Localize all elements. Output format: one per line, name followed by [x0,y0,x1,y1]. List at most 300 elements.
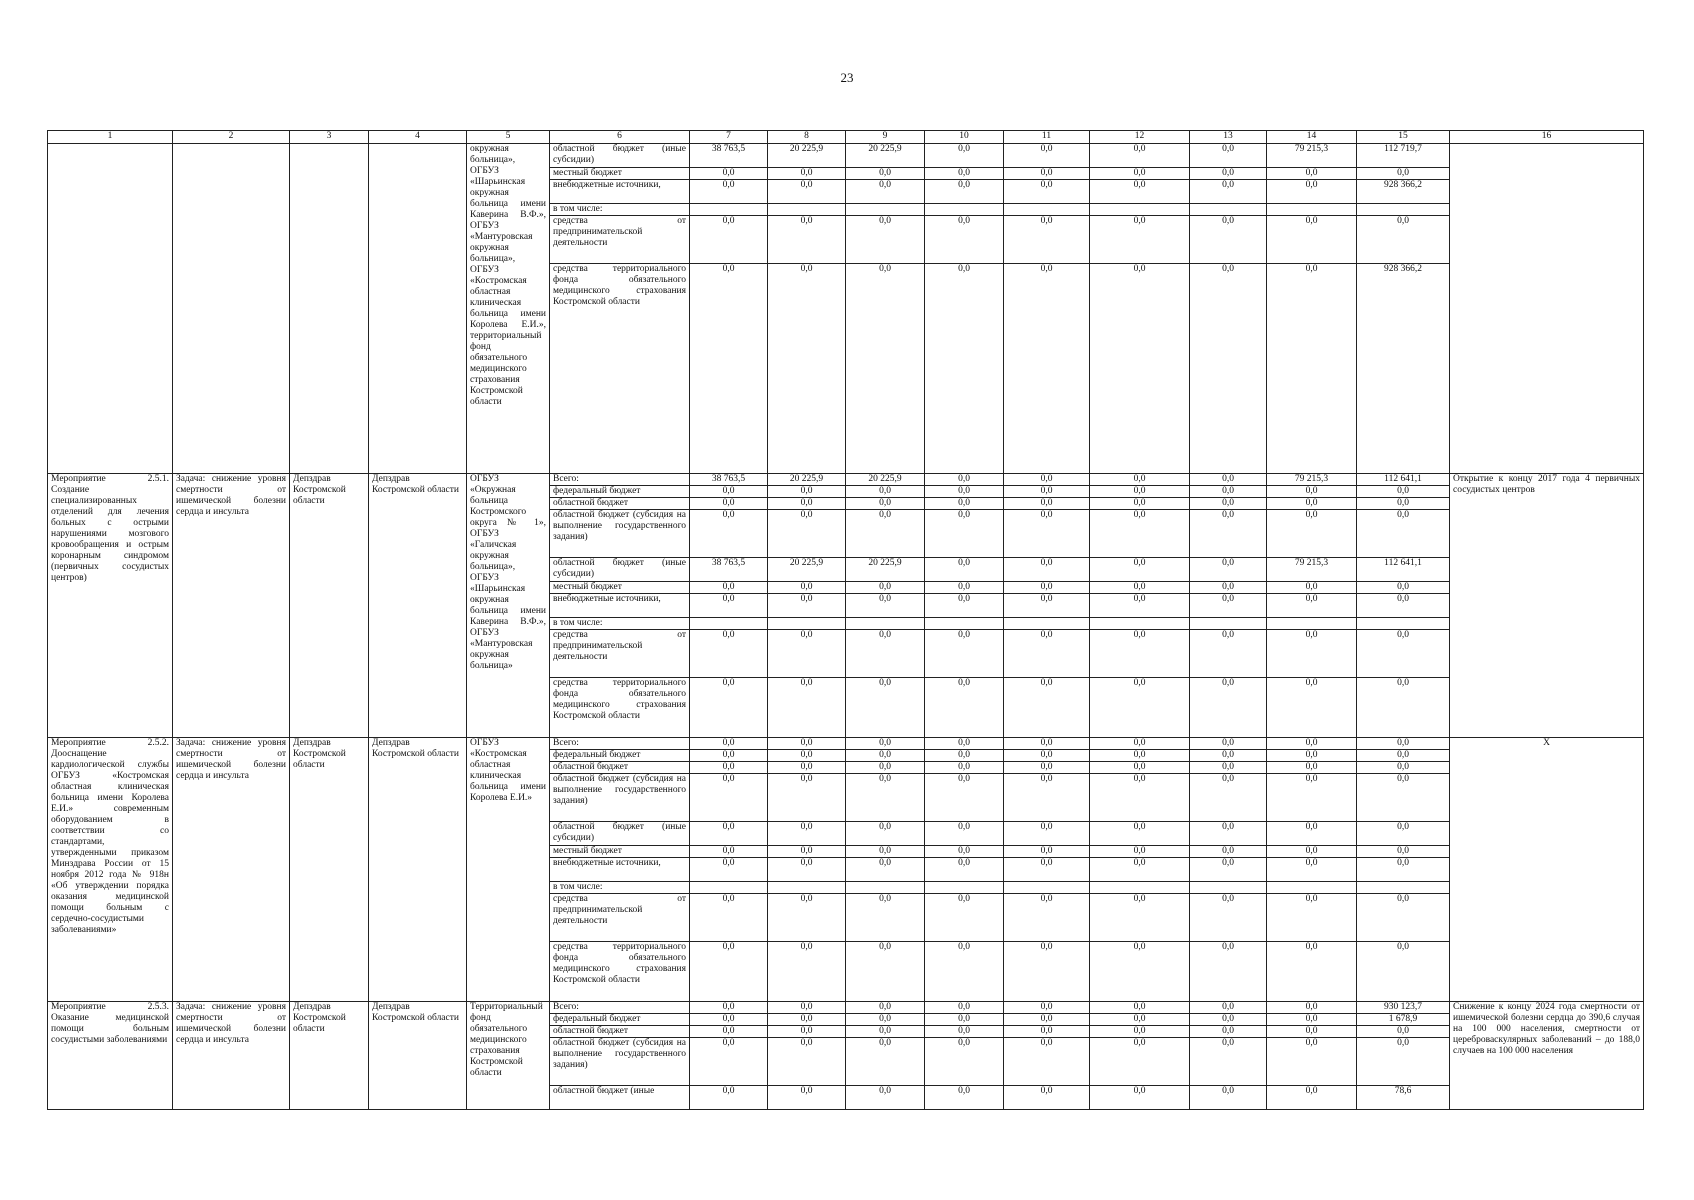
amount-cell: 0,0 [846,168,925,180]
amount-cell: 0,0 [1190,510,1267,558]
amount-cell: 0,0 [1090,750,1190,762]
amount-cell: 0,0 [1267,498,1357,510]
amount-cell: 0,0 [1190,762,1267,774]
amount-cell: 0,0 [1190,822,1267,846]
table-row [48,738,1644,750]
amount-cell: 0,0 [846,510,925,558]
amount-cell: 0,0 [925,582,1004,594]
amount-cell: 0,0 [1357,774,1450,822]
amount-cell: 0,0 [1267,264,1357,474]
column-number-16: 16 [1450,131,1644,144]
expected-result-cell: Открытие к концу 2017 года 4 первичных сосудистых центров [1450,474,1644,738]
amount-cell: 0,0 [1190,846,1267,858]
amount-cell [1357,882,1450,894]
funding-source-label: областной бюджет (субсидия на выполнение государственного задания) [550,774,690,822]
funding-source-label: Всего: [550,1002,690,1014]
amount-cell: 0,0 [1357,486,1450,498]
amount-cell: 0,0 [846,180,925,204]
amount-cell: 0,0 [925,510,1004,558]
table-row [48,474,1644,486]
amount-cell: 0,0 [846,822,925,846]
amount-cell: 0,0 [1267,1002,1357,1014]
expected-result-cell: Х [1450,738,1644,1002]
amount-cell: 0,0 [1267,1038,1357,1086]
amount-cell: 0,0 [768,846,846,858]
amount-cell: 0,0 [1090,1014,1190,1026]
amount-cell: 0,0 [768,738,846,750]
amount-cell: 0,0 [1090,144,1190,168]
executors-cell: ОГБУЗ «Окружная больница Костромского округа № 1», ОГБУЗ «Галичская окружная больница», ОГБУЗ «Шарьинская окружная больница имени Каверина В.Ф.», ОГБУЗ «Мантуровская окружная больница» [467,474,550,738]
amount-cell: 0,0 [1090,594,1190,618]
amount-cell: 20 225,9 [768,474,846,486]
amount-cell: 0,0 [690,678,768,738]
table-body [48,144,1644,1110]
amount-cell: 0,0 [925,822,1004,846]
amount-cell: 0,0 [690,846,768,858]
amount-cell: 0,0 [690,594,768,618]
funding-source-label: в том числе: [550,882,690,894]
amount-cell: 0,0 [1357,846,1450,858]
amount-cell: 0,0 [1267,216,1357,264]
funding-source-label: федеральный бюджет [550,1014,690,1026]
amount-cell: 0,0 [1190,1014,1267,1026]
amount-cell: 38 763,5 [690,144,768,168]
amount-cell: 0,0 [1267,894,1357,942]
amount-cell: 0,0 [1090,762,1190,774]
amount-cell: 0,0 [846,594,925,618]
amount-cell: 0,0 [925,498,1004,510]
funding-source-label: в том числе: [550,618,690,630]
amount-cell: 0,0 [925,738,1004,750]
amount-cell: 0,0 [1004,858,1090,882]
amount-cell [1267,618,1357,630]
amount-cell: 0,0 [690,510,768,558]
amount-cell: 0,0 [1357,498,1450,510]
funding-source-label: Всего: [550,474,690,486]
amount-cell [768,618,846,630]
amount-cell: 0,0 [846,858,925,882]
amount-cell: 112 641,1 [1357,558,1450,582]
amount-cell [768,882,846,894]
amount-cell: 0,0 [1004,1086,1090,1110]
amount-cell: 0,0 [1190,498,1267,510]
funding-source-label: средства от предпринимательской деятельности [550,630,690,678]
amount-cell: 0,0 [1267,594,1357,618]
responsible-cell: Депздрав Костромской области [290,738,369,1002]
amount-cell [925,882,1004,894]
amount-cell: 0,0 [1090,582,1190,594]
amount-cell: 0,0 [925,762,1004,774]
amount-cell: 20 225,9 [846,474,925,486]
amount-cell [1190,204,1267,216]
amount-cell: 0,0 [1267,510,1357,558]
amount-cell: 0,0 [925,168,1004,180]
funding-source-label: областной бюджет (иные [550,1086,690,1110]
funding-source-label: областной бюджет (субсидия на выполнение государственного задания) [550,1038,690,1086]
amount-cell: 0,0 [1004,582,1090,594]
amount-cell: 0,0 [1090,486,1190,498]
amount-cell: 0,0 [1357,594,1450,618]
amount-cell: 0,0 [925,630,1004,678]
amount-cell: 0,0 [690,264,768,474]
amount-cell [1190,882,1267,894]
amount-cell: 0,0 [768,216,846,264]
funding-source-label: средства от предпринимательской деятельности [550,894,690,942]
amount-cell [1090,882,1190,894]
amount-cell [1357,204,1450,216]
amount-cell: 0,0 [1004,678,1090,738]
amount-cell: 0,0 [925,678,1004,738]
amount-cell: 0,0 [925,216,1004,264]
amount-cell: 0,0 [768,168,846,180]
amount-cell: 0,0 [925,474,1004,486]
amount-cell: 0,0 [1190,858,1267,882]
amount-cell: 78,6 [1357,1086,1450,1110]
responsible-cell: Депздрав Костромской области [290,1002,369,1110]
amount-cell: 0,0 [846,582,925,594]
amount-cell: 0,0 [1004,486,1090,498]
amount-cell: 0,0 [768,774,846,822]
amount-cell: 0,0 [1190,774,1267,822]
amount-cell: 0,0 [1190,942,1267,1002]
amount-cell: 0,0 [1090,774,1190,822]
amount-cell: 0,0 [846,1002,925,1014]
column-number-12: 12 [1090,131,1190,144]
column-number-7: 7 [690,131,768,144]
amount-cell: 0,0 [768,762,846,774]
amount-cell: 0,0 [690,180,768,204]
amount-cell: 0,0 [1267,1086,1357,1110]
amount-cell [1267,204,1357,216]
amount-cell: 0,0 [1267,942,1357,1002]
amount-cell: 0,0 [1357,510,1450,558]
amount-cell: 0,0 [690,486,768,498]
amount-cell: 0,0 [925,894,1004,942]
measure-cell: Мероприятие 2.5.2. Дооснащение кардиологической службы ОГБУЗ «Костромская областная клиническая больница имени Королева Е.И.» современным оборудованием в соответствии со стандартами, утвержденными приказом Минздрава России от 15 ноября 2012 года № 918н «Об утверждении порядка оказания медицинской помощи больным с сердечно-сосудистыми заболеваниями» [48,738,173,1002]
amount-cell: 0,0 [925,558,1004,582]
funding-source-label: местный бюджет [550,582,690,594]
amount-cell: 0,0 [1090,1086,1190,1110]
amount-cell: 0,0 [1090,510,1190,558]
amount-cell: 0,0 [925,858,1004,882]
amount-cell: 0,0 [1267,168,1357,180]
funding-source-label: областной бюджет (иные субсидии) [550,558,690,582]
amount-cell: 20 225,9 [768,558,846,582]
amount-cell [1267,882,1357,894]
funding-source-label: областной бюджет (иные субсидии) [550,822,690,846]
amount-cell [1004,618,1090,630]
amount-cell: 0,0 [1357,894,1450,942]
amount-cell: 0,0 [1090,738,1190,750]
amount-cell: 0,0 [1004,846,1090,858]
amount-cell: 0,0 [1190,264,1267,474]
amount-cell: 0,0 [925,486,1004,498]
amount-cell: 0,0 [925,750,1004,762]
amount-cell: 0,0 [846,630,925,678]
amount-cell: 0,0 [1004,144,1090,168]
amount-cell: 0,0 [1004,498,1090,510]
amount-cell: 0,0 [1267,750,1357,762]
amount-cell: 0,0 [768,180,846,204]
amount-cell: 0,0 [1267,1014,1357,1026]
column-number-4: 4 [369,131,467,144]
amount-cell: 0,0 [925,1086,1004,1110]
amount-cell [925,618,1004,630]
amount-cell: 0,0 [1004,630,1090,678]
funding-source-label: внебюджетные источники, [550,180,690,204]
amount-cell: 0,0 [690,894,768,942]
amount-cell: 0,0 [846,486,925,498]
amount-cell: 928 366,2 [1357,264,1450,474]
amount-cell: 0,0 [1357,582,1450,594]
amount-cell: 930 123,7 [1357,1002,1450,1014]
amount-cell: 0,0 [846,762,925,774]
amount-cell: 0,0 [1357,762,1450,774]
amount-cell: 0,0 [1190,594,1267,618]
amount-cell: 0,0 [1004,1014,1090,1026]
amount-cell: 0,0 [1190,1038,1267,1086]
amount-cell: 0,0 [1004,594,1090,618]
amount-cell: 0,0 [1090,180,1190,204]
amount-cell: 0,0 [768,858,846,882]
amount-cell: 0,0 [1357,216,1450,264]
amount-cell: 0,0 [1267,630,1357,678]
amount-cell: 20 225,9 [846,144,925,168]
amount-cell [846,618,925,630]
column-number-5: 5 [467,131,550,144]
amount-cell: 0,0 [768,594,846,618]
amount-cell [690,204,768,216]
amount-cell: 0,0 [846,498,925,510]
amount-cell: 0,0 [1004,168,1090,180]
amount-cell: 0,0 [1004,762,1090,774]
funding-source-label: средства территориального фонда обязательного медицинского страхования Костромской области [550,942,690,1002]
amount-cell: 0,0 [768,630,846,678]
amount-cell: 0,0 [1090,216,1190,264]
amount-cell: 0,0 [1267,582,1357,594]
amount-cell: 0,0 [768,1026,846,1038]
amount-cell: 0,0 [1357,942,1450,1002]
amount-cell: 0,0 [846,750,925,762]
measure-cell: Мероприятие 2.5.1. Создание специализированных отделений для лечения больных с острыми нарушениями мозгового кровообращения и острым коронарным синдромом (первичных сосудистых центров) [48,474,173,738]
amount-cell [690,882,768,894]
amount-cell: 0,0 [1004,510,1090,558]
amount-cell: 0,0 [1267,180,1357,204]
amount-cell: 0,0 [1190,216,1267,264]
amount-cell [690,618,768,630]
amount-cell: 0,0 [1190,558,1267,582]
amount-cell: 0,0 [1090,498,1190,510]
column-number-1: 1 [48,131,173,144]
amount-cell: 0,0 [768,942,846,1002]
amount-cell: 0,0 [846,1086,925,1110]
amount-cell: 0,0 [1357,750,1450,762]
executors-cell: ОГБУЗ «Костромская областная клиническая больница имени Королева Е.И.» [467,738,550,1002]
amount-cell: 0,0 [768,1014,846,1026]
amount-cell: 0,0 [1267,858,1357,882]
amount-cell: 0,0 [1267,738,1357,750]
amount-cell: 0,0 [846,1038,925,1086]
expected-result-cell [1450,144,1644,474]
amount-cell: 0,0 [690,216,768,264]
funding-source-label: областной бюджет (субсидия на выполнение государственного задания) [550,510,690,558]
amount-cell: 0,0 [1004,1026,1090,1038]
amount-cell: 0,0 [1004,1038,1090,1086]
amount-cell: 0,0 [925,264,1004,474]
amount-cell: 0,0 [1190,180,1267,204]
amount-cell: 0,0 [690,858,768,882]
column-number-9: 9 [846,131,925,144]
funding-source-label: средства от предпринимательской деятельности [550,216,690,264]
amount-cell: 0,0 [1004,774,1090,822]
amount-cell: 0,0 [1190,1086,1267,1110]
amount-cell [1090,618,1190,630]
column-number-3: 3 [290,131,369,144]
amount-cell: 0,0 [925,180,1004,204]
amount-cell: 38 763,5 [690,558,768,582]
funding-source-label: областной бюджет (иные субсидии) [550,144,690,168]
table-row [48,1002,1644,1014]
amount-cell: 0,0 [690,822,768,846]
amount-cell: 0,0 [1267,774,1357,822]
amount-cell: 0,0 [1267,822,1357,846]
funding-source-label: областной бюджет [550,762,690,774]
amount-cell: 0,0 [1190,1002,1267,1014]
amount-cell: 0,0 [1190,750,1267,762]
column-number-10: 10 [925,131,1004,144]
amount-cell: 0,0 [1190,678,1267,738]
amount-cell: 1 678,9 [1357,1014,1450,1026]
amount-cell: 0,0 [690,762,768,774]
column-number-8: 8 [768,131,846,144]
amount-cell: 0,0 [690,168,768,180]
funding-source-label: областной бюджет [550,498,690,510]
amount-cell [1004,204,1090,216]
funding-source-label: областной бюджет [550,1026,690,1038]
amount-cell: 0,0 [1004,180,1090,204]
amount-cell: 0,0 [925,1026,1004,1038]
amount-cell: 0,0 [1190,168,1267,180]
amount-cell: 0,0 [846,264,925,474]
funding-source-label: местный бюджет [550,168,690,180]
amount-cell: 0,0 [768,510,846,558]
amount-cell: 112 719,7 [1357,144,1450,168]
column-number-2: 2 [173,131,290,144]
funding-source-label: федеральный бюджет [550,750,690,762]
amount-cell: 0,0 [1090,168,1190,180]
amount-cell: 0,0 [690,630,768,678]
coexecutor-cell: Депздрав Костромской области [369,738,467,1002]
funding-source-label: в том числе: [550,204,690,216]
funding-source-label: Всего: [550,738,690,750]
amount-cell: 0,0 [846,846,925,858]
amount-cell: 0,0 [846,1026,925,1038]
amount-cell: 0,0 [768,1086,846,1110]
amount-cell: 0,0 [1004,474,1090,486]
amount-cell: 0,0 [1090,474,1190,486]
amount-cell: 928 366,2 [1357,180,1450,204]
amount-cell: 0,0 [1190,144,1267,168]
amount-cell: 0,0 [846,1014,925,1026]
amount-cell: 112 641,1 [1357,474,1450,486]
amount-cell: 0,0 [925,846,1004,858]
column-number-14: 14 [1267,131,1357,144]
amount-cell: 0,0 [690,738,768,750]
amount-cell: 0,0 [690,582,768,594]
amount-cell [768,204,846,216]
amount-cell: 0,0 [768,264,846,474]
task-cell [173,144,290,474]
executors-cell: Территориальный фонд обязательного медицинского страхования Костромской области [467,1002,550,1110]
amount-cell: 20 225,9 [768,144,846,168]
amount-cell: 0,0 [768,498,846,510]
coexecutor-cell: Депздрав Костромской области [369,1002,467,1110]
amount-cell: 0,0 [690,774,768,822]
measure-cell [48,144,173,474]
amount-cell: 0,0 [925,1014,1004,1026]
amount-cell: 0,0 [1267,762,1357,774]
task-cell: Задача: снижение уровня смертности от ишемической болезни сердца и инсульта [173,1002,290,1110]
amount-cell [846,204,925,216]
responsible-cell: Депздрав Костромской области [290,474,369,738]
amount-cell [846,882,925,894]
amount-cell: 0,0 [1090,942,1190,1002]
amount-cell: 0,0 [1190,474,1267,486]
amount-cell: 0,0 [768,894,846,942]
funding-source-label: федеральный бюджет [550,486,690,498]
amount-cell: 0,0 [1004,750,1090,762]
amount-cell: 0,0 [1267,1026,1357,1038]
amount-cell: 0,0 [1004,894,1090,942]
amount-cell: 0,0 [1090,1026,1190,1038]
amount-cell: 0,0 [925,774,1004,822]
amount-cell: 0,0 [1357,1038,1450,1086]
amount-cell: 0,0 [846,942,925,1002]
amount-cell: 0,0 [690,1002,768,1014]
amount-cell: 0,0 [1090,822,1190,846]
amount-cell: 0,0 [1357,858,1450,882]
measure-cell: Мероприятие 2.5.3. Оказание медицинской помощи больным сосудистыми заболеваниями [48,1002,173,1110]
amount-cell: 0,0 [1004,264,1090,474]
amount-cell: 0,0 [690,498,768,510]
amount-cell: 0,0 [690,942,768,1002]
column-number-13: 13 [1190,131,1267,144]
amount-cell: 0,0 [846,738,925,750]
amount-cell: 0,0 [1190,738,1267,750]
amount-cell: 0,0 [846,678,925,738]
column-number-row [48,131,1644,144]
amount-cell: 0,0 [768,1038,846,1086]
amount-cell: 0,0 [1090,678,1190,738]
executors-cell: окружная больница», ОГБУЗ «Шарьинская окружная больница имени Каверина В.Ф.», ОГБУЗ «Мантуровская окружная больница», ОГБУЗ «Костромская областная клиническая больница имени Королева Е.И.», территориальный фонд обязательного медицинского страхования Костромской области [467,144,550,474]
amount-cell: 79 215,3 [1267,144,1357,168]
amount-cell: 0,0 [925,594,1004,618]
amount-cell: 0,0 [1004,558,1090,582]
funding-source-label: внебюджетные источники, [550,594,690,618]
coexecutor-cell: Депздрав Костромской области [369,474,467,738]
amount-cell: 0,0 [846,894,925,942]
amount-cell: 20 225,9 [846,558,925,582]
amount-cell: 0,0 [1190,486,1267,498]
amount-cell: 0,0 [768,486,846,498]
column-number-15: 15 [1357,131,1450,144]
amount-cell: 0,0 [1357,1026,1450,1038]
amount-cell: 0,0 [846,216,925,264]
funding-source-label: средства территориального фонда обязательного медицинского страхования Костромской области [550,678,690,738]
amount-cell: 0,0 [925,1002,1004,1014]
funding-source-label: внебюджетные источники, [550,858,690,882]
amount-cell: 0,0 [1090,858,1190,882]
